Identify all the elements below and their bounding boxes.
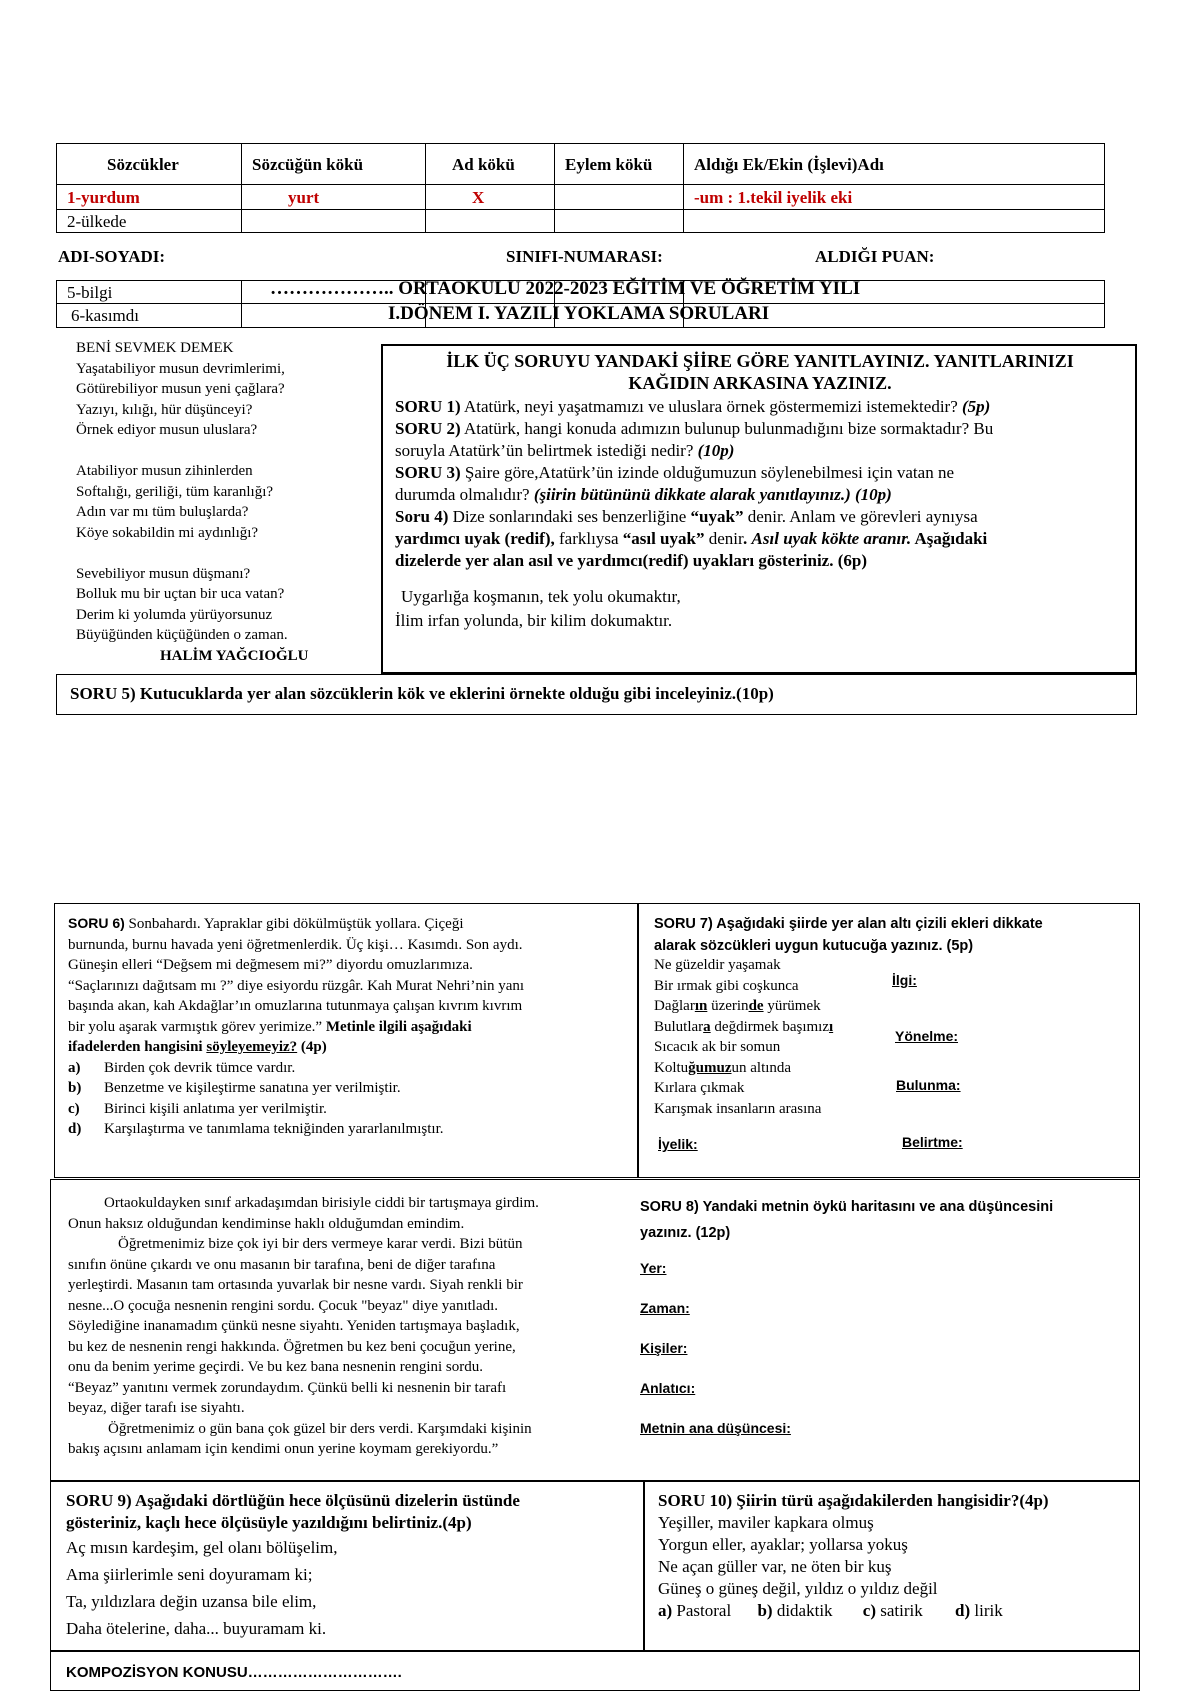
q4-text-j: dizelerde yer alan asıl ve yardımcı(redif) uyakları gösteriniz. (6p) [395, 551, 867, 570]
q1-4-header: İLK ÜÇ SORUYU YANDAKİ ŞİİRE GÖRE YANITLAYINIZ. YANITLARINIZI [446, 351, 1074, 371]
q5-text: SORU 5) Kutucuklarda yer alan sözcüklerin kök ve eklerini örnekte olduğu gibi inceleyiniz.(10p) [70, 684, 774, 703]
q10-option-a: a) Pastoral [658, 1601, 732, 1620]
q10-option-d: d) lirik [955, 1601, 1003, 1620]
story-text: Ortaokuldayken sınıf arkadaşımdan birisiyle ciddi bir tartışmaya girdim. Onun haksız olduğundan kendiminse haklı olduğumdan emindim. Öğretmenimiz bize çok iyi bir ders vermeye karar verdi. Bizi bütün sınıfın önüne çıkardı ve onu masanın bir tarafına, beni de diğer tarafına yerleştirdi. Masanın tam ortasında yuvarlak bir nesne vardı. Siyah renkli bir nesne...O çocuğa nesnenin rengini sordu. Çocuk "beyaz" diye yanıtladı. Söylediğine inanamadım çünkü nesne siyahtı. Yeniden tartışmaya başladık, bu kez de nesnenin rengi hakkında. Öğretmen bu kez beni çocuğun yerine, onu da benim yerime geçirdi. Ve bu kez bana nesnenin rengini sordu. “Beyaz” yanıtını vermek zorundaydım. Çünkü belli ki nesnenin bir tarafı beyaz, diğer tarafı ise siyahtı. Öğretmenimiz o gün bana çok güzel bir ders verdi. Karşımdaki kişinin bakış açısını anlamam için kendimi onun yerine koymam gerekiyordu.” [68, 1195, 539, 1457]
q6-question-underlined: söyleyemeyiz? [206, 1039, 298, 1055]
q4-text-d: yardımcı uyak (redif), [395, 529, 555, 548]
example-word: 1-yurdum [56, 184, 242, 210]
poem-author: HALİM YAĞCIOĞLU [160, 647, 309, 664]
row2-eylem [554, 209, 684, 233]
poem [76, 338, 376, 666]
poem-line: Bolluk mu bir uçtan bir uca vatan? [76, 586, 285, 602]
q2-text2: soruyla Atatürk’ün belirtmek istediği nedir? [395, 441, 698, 460]
poem-line: Atabiliyor musun zihinlerden [76, 463, 253, 479]
q4-text-f: “asıl uyak” [622, 529, 705, 548]
row6-word: 6-kasımdı [56, 303, 242, 328]
row2-ek [683, 209, 1105, 233]
q3-italic: (şiirin bütününü dikkate alarak yanıtlayınız.) (10p) [533, 485, 892, 504]
poem-line: Yaşatabiliyor musun devrimlerimi, [76, 360, 285, 377]
q6-label: SORU 6) [68, 915, 125, 931]
poem-line: Sevebiliyor musun düşmanı? [76, 565, 251, 582]
header-kok: Sözcüğün kökü [241, 143, 426, 185]
q1-text: Atatürk, neyi yaşatmamızı ve uluslara örnek göstermemizi istemektedir? [460, 397, 962, 416]
exam-title-2: I.DÖNEM I. YAZILI YOKLAMA SORULARI [388, 303, 770, 324]
q6-option-d: d) Karşılaştırma ve tanımlama tekniğinden yararlanılmıştır. [68, 1121, 444, 1137]
q8-anlatici: Anlatıcı: [640, 1380, 696, 1396]
row2-kok [241, 209, 426, 233]
q1-4-header2: KAĞIDIN ARKASINA YAZINIZ. [628, 373, 892, 393]
q10-line: Yorgun eller, ayaklar; yollarsa yokuş [658, 1535, 908, 1554]
q7-ilgi-label: İlgi: [892, 972, 917, 988]
q10: SORU 10) Şiirin türü aşağıdakilerden hangisidir?(4p) Yeşiller, maviler kapkara olmuş Yorgun eller, ayaklar; yollarsa yokuş Ne açan güller var, ne öten bir kuş Güneş o güneş değil, yıldız o yıldız değil a) Pastoral b) didaktik c) satirik d) lirik [658, 1490, 1134, 1622]
q4-text-c: denir. Anlam ve görevleri aynıysa [743, 507, 978, 526]
q1-points: (5p) [962, 397, 991, 416]
q2-label: SORU 2) [395, 419, 461, 438]
name-label: ADI-SOYADI: [58, 247, 166, 266]
q10-line: Güneş o güneş değil, yıldız o yıldız değil [658, 1579, 938, 1598]
q6-points: (4p) [297, 1039, 327, 1055]
poem-line: Büyüğünden küçüğünden o zaman. [76, 627, 288, 643]
q3-text2: durumda olmalıdır? [395, 485, 534, 504]
q6-line: Güneşin elleri “Değsem mi değmesem mi?” diyordu omuzlarımıza. [68, 957, 473, 973]
row2-word: 2-ülkede [56, 209, 242, 233]
q8-zaman: Zaman: [640, 1300, 690, 1316]
exam-title-1: ……………….. ORTAOKULU 2022-2023 EĞİTİM VE ÖĞRETİM YILI [270, 278, 861, 299]
q6-question: Metinle ilgili aşağıdaki [325, 1018, 472, 1035]
q4-label: Soru 4) [395, 507, 449, 526]
q2-points: (10p) [697, 441, 735, 460]
questions-1-4 [395, 350, 1125, 632]
q7-poem: Ne güzeldir yaşamak Bir ırmak gibi coşkunca Dağların üzerinde yürümek Bulutlara değdirmek başımızı Sıcacık ak bir somun Koltuğumuzun altında Kırlara çıkmak Karışmak insanların arasına [654, 957, 834, 1117]
q9-line: Ta, yıldızlara değin uzansa bile elim, [66, 1592, 317, 1611]
q4-text-a: Dize sonlarındaki ses benzerliğine [448, 507, 691, 526]
q3-text: Şaire göre,Atatürk’ün izinde olduğumuzun söylenebilmesi için vatan ne [460, 463, 954, 482]
q10-option-c: c) satirik [862, 1601, 923, 1620]
q6-question-2: ifadelerden hangisini [68, 1039, 207, 1055]
q6-line: başında akan, kah Akdağlar’ın omuzlarına tutunmaya çalışan kıvrım kıvrım [68, 998, 523, 1014]
poem-line: Softalığı, geriliği, tüm karanlığı? [76, 483, 274, 500]
score-label: ALDIĞI PUAN: [815, 247, 935, 266]
q8-title: SORU 8) Yandaki metnin öykü haritasını ve ana düşüncesini yazınız. (12p) [640, 1199, 1054, 1241]
q9-line: Aç mısın kardeşim, gel olanı bölüşelim, [66, 1538, 338, 1557]
q6-option-c: c) Birinci kişili anlatıma yer verilmiştir. [68, 1100, 327, 1117]
q7-belirtme-label: Belirtme: [902, 1134, 963, 1150]
q1-label: SORU 1) [395, 397, 461, 416]
q4-text-e: farklıysa [554, 529, 623, 548]
q7-iyelik-label: İyelik: [658, 1136, 698, 1152]
poem-line: Derim ki yolumda yürüyorsunuz [76, 606, 273, 623]
poem-line: Adın var mı tüm buluşlarda? [76, 504, 249, 520]
example-root: yurt [241, 184, 426, 210]
example-ad-koku: X [425, 184, 555, 210]
q6-line: “Saçlarınızı dağıtsam mı ?” diye esiyordu rüzgâr. Kah Murat Nehri’nin yanı [68, 977, 525, 994]
q8-yer: Yer: [640, 1260, 667, 1276]
q4-text-g: denir [704, 529, 744, 548]
q10-line: Ne açan güller var, ne öten bir kuş [658, 1557, 892, 1576]
header-sozcukler: Sözcükler [56, 143, 242, 185]
row2-ad [425, 209, 555, 233]
q6-option-a: a) Birden çok devrik tümce vardır. [68, 1059, 296, 1076]
q6 [68, 913, 633, 1140]
header-ad-koku: Ad kökü [425, 143, 555, 185]
verse-2: İlim irfan yolunda, bir kilim dokumaktır. [395, 611, 673, 630]
q9: SORU 9) Aşağıdaki dörtlüğün hece ölçüsünü dizelerin üstünde gösteriniz, kaçlı hece ölçüsüyle yazıldığını belirtiniz.(4p) Aç mısın kardeşim, gel olanı bölüşelim, Ama şiirlerimle seni doyuramam ki; Ta, yıldızlara değin uzansa bile elim, Daha ötelerine, daha... buyuramam ki. [66, 1490, 636, 1642]
poem-line: Köye sokabildin mi aydınlığı? [76, 524, 259, 541]
q6-option-b: b) Benzetme ve kişileştirme sanatına yer verilmiştir. [68, 1080, 401, 1096]
q4-text-b: “uyak” [690, 507, 744, 526]
poem-title: BENİ SEVMEK DEMEK [76, 340, 234, 356]
poem-line: Örnek ediyor musun uluslara? [76, 422, 258, 438]
q2-text: Atatürk, hangi konuda adımızın bulunup bulunmadığını bize sormaktadır? Bu [460, 419, 994, 438]
q4-text-i: Aşağıdaki [911, 529, 988, 548]
example-eylem-koku [554, 184, 684, 210]
q9-line: Daha ötelerine, daha... buyuramam ki. [66, 1619, 327, 1638]
q3-label: SORU 3) [395, 463, 461, 482]
verse-1: Uygarlığa koşmanın, tek yolu okumaktır, [401, 587, 681, 606]
q4-text-h: . Asıl uyak kökte aranır. [743, 529, 912, 548]
q6-line: bir yolu aşarak varmıştık görev yerimize.” [68, 1018, 326, 1035]
q8-kisiler: Kişiler: [640, 1340, 688, 1356]
poem-line: Yazıyı, kılığı, hür düşünceyi? [76, 401, 253, 418]
q6-line: burnunda, burnu havada yeni öğretmenlerdik. Üç kişi… Kasımdı. Son aydı. [68, 936, 523, 953]
q9-line: Ama şiirlerimle seni doyuramam ki; [66, 1565, 313, 1584]
header-eylem-koku: Eylem kökü [554, 143, 684, 185]
example-ek: -um : 1.tekil iyelik eki [683, 184, 1105, 210]
q10-line: Yeşiller, maviler kapkara olmuş [658, 1513, 874, 1532]
q7-bulunma-label: Bulunma: [896, 1077, 961, 1093]
poem-line: Götürebiliyor musun yeni çağlara? [76, 381, 285, 397]
class-label: SINIFI-NUMARASI: [506, 247, 663, 266]
row5-word: 5-bilgi [56, 280, 242, 304]
q6-line: Sonbahardı. Yapraklar gibi dökülmüştük yollara. Çiçeği [124, 916, 464, 932]
header-ek: Aldığı Ek/Ekin (İşlevi)Adı [683, 143, 1105, 185]
composition-title: KOMPOZİSYON KONUSU…………………………. [66, 1664, 402, 1681]
q8-ana-dusunce: Metnin ana düşüncesi: [640, 1420, 791, 1436]
q7-yonelme-label: Yönelme: [895, 1028, 959, 1044]
q10-option-b: b) didaktik [757, 1601, 833, 1620]
q7-title: SORU 7) Aşağıdaki şiirde yer alan altı çizili ekleri dikkate alarak sözcükleri uygun kutucuğa yazınız. (5p) [654, 916, 1043, 954]
